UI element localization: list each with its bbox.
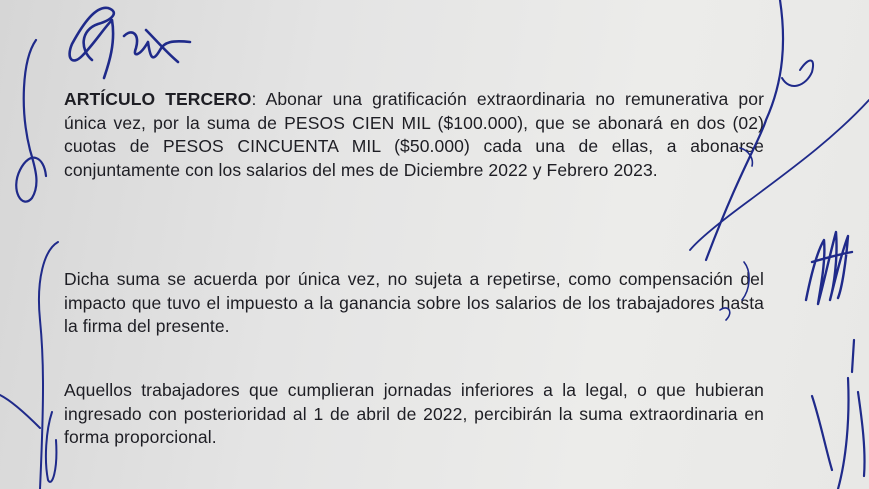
article-paragraph xyxy=(64,88,764,182)
compensation-paragraph: Dicha suma se acuerda por única vez, no sujeta a repetirse, como compensación del impacto que tuvo el impuesto a la ganancia sobre los salarios de los trabajadores hasta la firma del presente. xyxy=(64,269,764,336)
proportional-paragraph: Aquellos trabajadores que cumplieran jornadas inferiores a la legal, o que hubieran ingresado con posterioridad al 1 de abril de 2022, percibirán la suma extraordinaria en forma proporcional. xyxy=(64,380,764,447)
article-body: Abonar una gratificación extraordinaria no remunerativa por única vez, por la suma de PESOS CIEN MIL ($100.000), que se abonará en dos (02) cuotas de PESOS CINCUENTA MIL ($50.000) cada una de ellas, a abonarse conjuntamente con los salarios del mes de Diciembre 2022 y Febrero 2023. xyxy=(64,89,764,180)
article-colon: : xyxy=(251,89,266,109)
article-heading: ARTÍCULO TERCERO xyxy=(64,89,252,109)
